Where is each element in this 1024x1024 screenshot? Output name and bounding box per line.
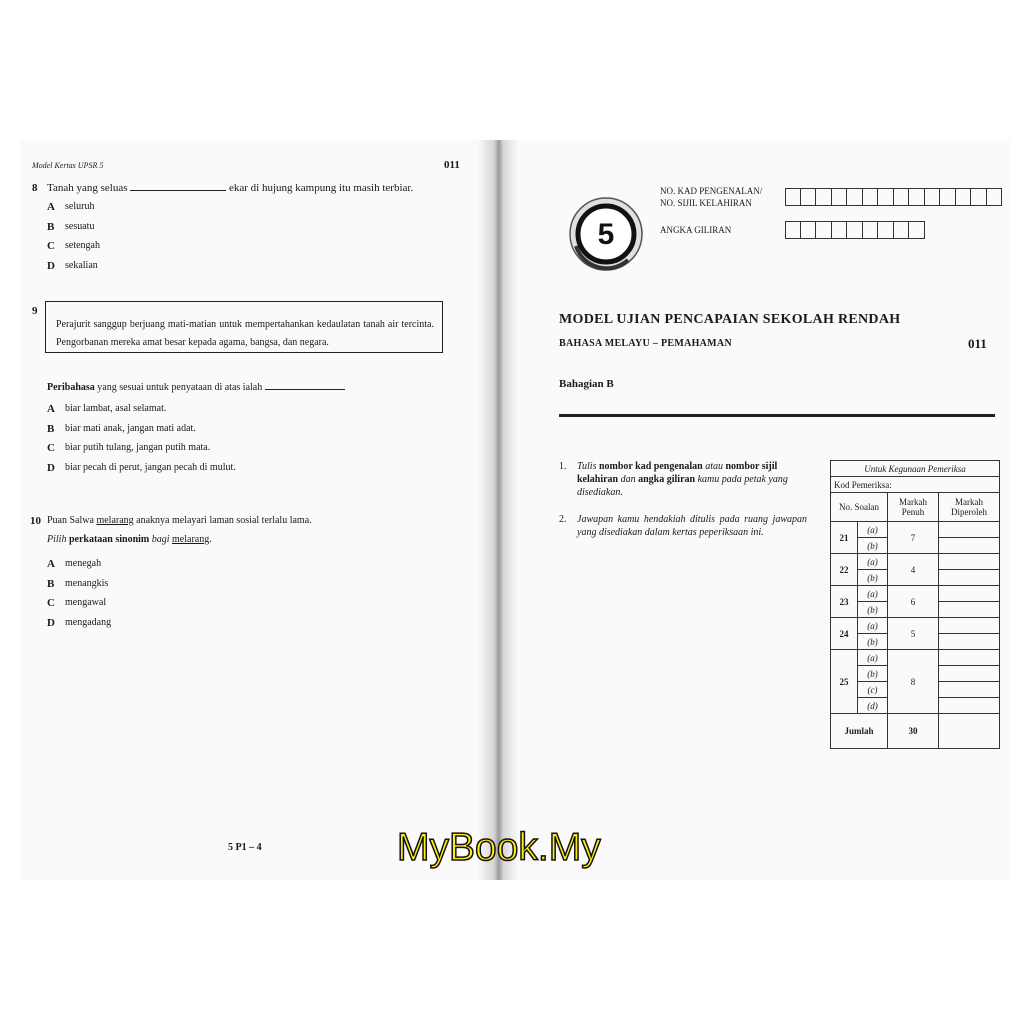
sub-part-cell: (a) — [858, 554, 888, 570]
instruction-bold: angka giliran — [638, 474, 696, 485]
option-text: seluruh — [65, 201, 95, 212]
question-number-cell: 22 — [831, 554, 858, 586]
option-row[interactable] — [47, 462, 236, 482]
sub-part-cell: (b) — [858, 602, 888, 618]
question-text: . — [209, 534, 212, 545]
option-text: mengawal — [65, 597, 107, 608]
total-score-cell[interactable] — [939, 714, 1000, 749]
full-mark-cell: 5 — [888, 618, 939, 650]
score-input-cell[interactable] — [939, 698, 1000, 714]
full-mark-cell: 8 — [888, 650, 939, 714]
full-mark-cell: 7 — [888, 522, 939, 554]
option-row[interactable] — [47, 558, 111, 578]
ic-label-line2: NO. SIJIL KELAHIRAN — [660, 198, 752, 208]
option-text: menegah — [65, 558, 102, 569]
total-row — [831, 714, 1000, 749]
examiner-code-label: Kod Pemeriksa: — [831, 477, 1000, 493]
paper-number-badge-icon — [568, 196, 644, 272]
question-number: 8 — [32, 182, 38, 194]
option-letter: A — [47, 558, 55, 570]
instruction-number: 1. — [559, 461, 567, 472]
sub-part-cell: (b) — [858, 570, 888, 586]
examiner-score-table — [830, 460, 1000, 749]
sub-part-cell: (b) — [858, 538, 888, 554]
table-row — [831, 522, 1000, 538]
question-9-options — [47, 403, 236, 481]
question-number-cell: 25 — [831, 650, 858, 714]
sub-part-cell: (b) — [858, 634, 888, 650]
prompt-bold: Peribahasa — [47, 382, 95, 393]
table-row — [831, 650, 1000, 666]
instruction-bold: nombor sijil kelahiran — [577, 461, 778, 485]
option-text: biar mati anak, jangan mati adat. — [65, 422, 196, 434]
instruction-text: kamu pada petak yang disediakan. — [577, 474, 788, 498]
score-input-cell[interactable] — [939, 618, 1000, 634]
passage-text: Perajurit sanggup berjuang mati-matian untuk mempertahankan kedaulatan tanah air tercinta. Pengorbanan mereka amat besar kepada agama, bangsa, dan negara. — [56, 319, 434, 348]
full-mark-cell: 6 — [888, 586, 939, 618]
score-input-cell[interactable] — [939, 666, 1000, 682]
underlined-word: melarang — [172, 534, 210, 545]
option-row[interactable] — [47, 240, 100, 260]
score-input-cell[interactable] — [939, 554, 1000, 570]
column-header: Markah Penuh — [888, 493, 939, 522]
question-number-cell: 23 — [831, 586, 858, 618]
score-input-cell[interactable] — [939, 682, 1000, 698]
sub-part-cell: (a) — [858, 618, 888, 634]
sub-part-cell: (d) — [858, 698, 888, 714]
question-8-options — [47, 201, 100, 279]
page-footer: 5 P1 – 4 — [228, 842, 262, 853]
option-letter: B — [47, 422, 55, 435]
score-input-cell[interactable] — [939, 586, 1000, 602]
instruction-text: atau — [702, 461, 726, 472]
sub-part-cell: (a) — [858, 586, 888, 602]
option-letter: A — [47, 403, 55, 415]
option-letter: D — [47, 616, 55, 629]
section-label: Bahagian B — [559, 378, 614, 390]
option-text: sekalian — [65, 259, 98, 271]
option-row[interactable] — [47, 617, 111, 637]
paper-title: MODEL UJIAN PENCAPAIAN SEKOLAH RENDAH — [559, 312, 901, 327]
ic-number-boxes[interactable] — [785, 188, 1002, 206]
question-number-cell: 24 — [831, 618, 858, 650]
answer-blank — [130, 190, 226, 191]
total-label: Jumlah — [831, 714, 888, 749]
question-text: bagi — [151, 534, 170, 545]
option-text: mengadang — [65, 616, 112, 628]
option-text: biar lambat, asal selamat. — [65, 403, 167, 414]
question-text: anaknya melayari laman sosial terlalu lama. — [136, 515, 312, 526]
question-text-bold: perkataan sinonim — [68, 534, 150, 545]
score-input-cell[interactable] — [939, 538, 1000, 554]
prompt-text: yang sesuai untuk penyataan di atas ialah — [97, 382, 263, 393]
question-10-line1 — [47, 515, 312, 526]
option-text: setengah — [65, 240, 100, 251]
page-header-code: 011 — [444, 159, 460, 171]
option-row[interactable] — [47, 442, 236, 462]
section-divider — [559, 414, 995, 417]
total-value: 30 — [888, 714, 939, 749]
score-input-cell[interactable] — [939, 634, 1000, 650]
sub-part-cell: (a) — [858, 522, 888, 538]
question-10-options — [47, 558, 111, 636]
question-10-line2 — [47, 534, 212, 545]
book-gutter — [478, 140, 518, 880]
instruction-text: Tulis — [577, 461, 599, 472]
option-letter: C — [47, 442, 55, 454]
score-input-cell[interactable] — [939, 522, 1000, 538]
question-text: ekar di hujung kampung itu masih terbiar. — [228, 182, 414, 194]
option-row[interactable] — [47, 221, 100, 241]
question-number: 9 — [32, 305, 38, 317]
question-8-stem — [47, 182, 413, 194]
option-row[interactable] — [47, 423, 236, 443]
option-letter: D — [47, 461, 55, 474]
sub-part-cell: (a) — [858, 650, 888, 666]
question-text: Pilih — [47, 534, 67, 545]
passage-box — [45, 301, 443, 353]
column-header: No. Soalan — [831, 493, 888, 522]
option-text: sesuatu — [65, 220, 95, 232]
badge-number: 5 — [597, 218, 615, 251]
instruction-1 — [577, 460, 807, 499]
question-number: 10 — [30, 515, 41, 527]
table-row — [831, 586, 1000, 602]
angka-giliran-label: ANGKA GILIRAN — [660, 225, 732, 235]
angka-giliran-boxes[interactable] — [785, 221, 925, 239]
instruction-number: 2. — [559, 514, 567, 525]
score-input-cell[interactable] — [939, 650, 1000, 666]
option-text: biar pecah di perut, jangan pecah di mulut. — [65, 461, 236, 473]
watermark-logo: MyBook.My — [397, 826, 601, 869]
option-row[interactable] — [47, 201, 100, 221]
question-number-cell: 21 — [831, 522, 858, 554]
table-row — [831, 618, 1000, 634]
option-row[interactable] — [47, 578, 111, 598]
option-row[interactable] — [47, 403, 236, 423]
option-row[interactable] — [47, 597, 111, 617]
table-row — [831, 554, 1000, 570]
question-text: Puan Salwa — [47, 515, 94, 526]
full-mark-cell: 4 — [888, 554, 939, 586]
sub-part-cell: (c) — [858, 682, 888, 698]
instruction-2: Jawapan kamu hendakiah ditulis pada ruang jawapan yang disediakan dalam kertas peperiksaan ini. — [577, 514, 807, 538]
instruction-text: dan — [618, 474, 639, 485]
column-header: Markah Diperoleh — [939, 493, 1000, 522]
sub-part-cell: (b) — [858, 666, 888, 682]
question-9-prompt — [47, 382, 345, 393]
instruction-bold: nombor kad pengenalan — [598, 461, 703, 472]
page-header-title: Model Kertas UPSR 5 — [32, 161, 104, 170]
option-letter: A — [47, 201, 55, 213]
ic-label-line1: NO. KAD PENGENALAN/ — [660, 186, 763, 196]
option-letter: D — [47, 259, 55, 272]
option-letter: C — [47, 597, 55, 609]
option-letter: B — [47, 220, 55, 233]
paper-code: 011 — [968, 336, 987, 351]
option-text: biar putih tulang, jangan putih mata. — [65, 442, 211, 453]
option-row[interactable] — [47, 260, 100, 280]
score-input-cell[interactable] — [939, 602, 1000, 618]
option-letter: C — [47, 240, 55, 252]
option-letter: B — [47, 577, 55, 590]
question-text: Tanah yang seluas — [47, 182, 128, 194]
score-input-cell[interactable] — [939, 570, 1000, 586]
table-header: Untuk Kegunaan Pemeriksa — [831, 461, 1000, 477]
underlined-word: melarang — [96, 515, 134, 526]
answer-blank — [265, 389, 345, 390]
option-text: menangkis — [65, 577, 109, 589]
paper-subtitle: BAHASA MELAYU – PEMAHAMAN — [559, 338, 732, 349]
